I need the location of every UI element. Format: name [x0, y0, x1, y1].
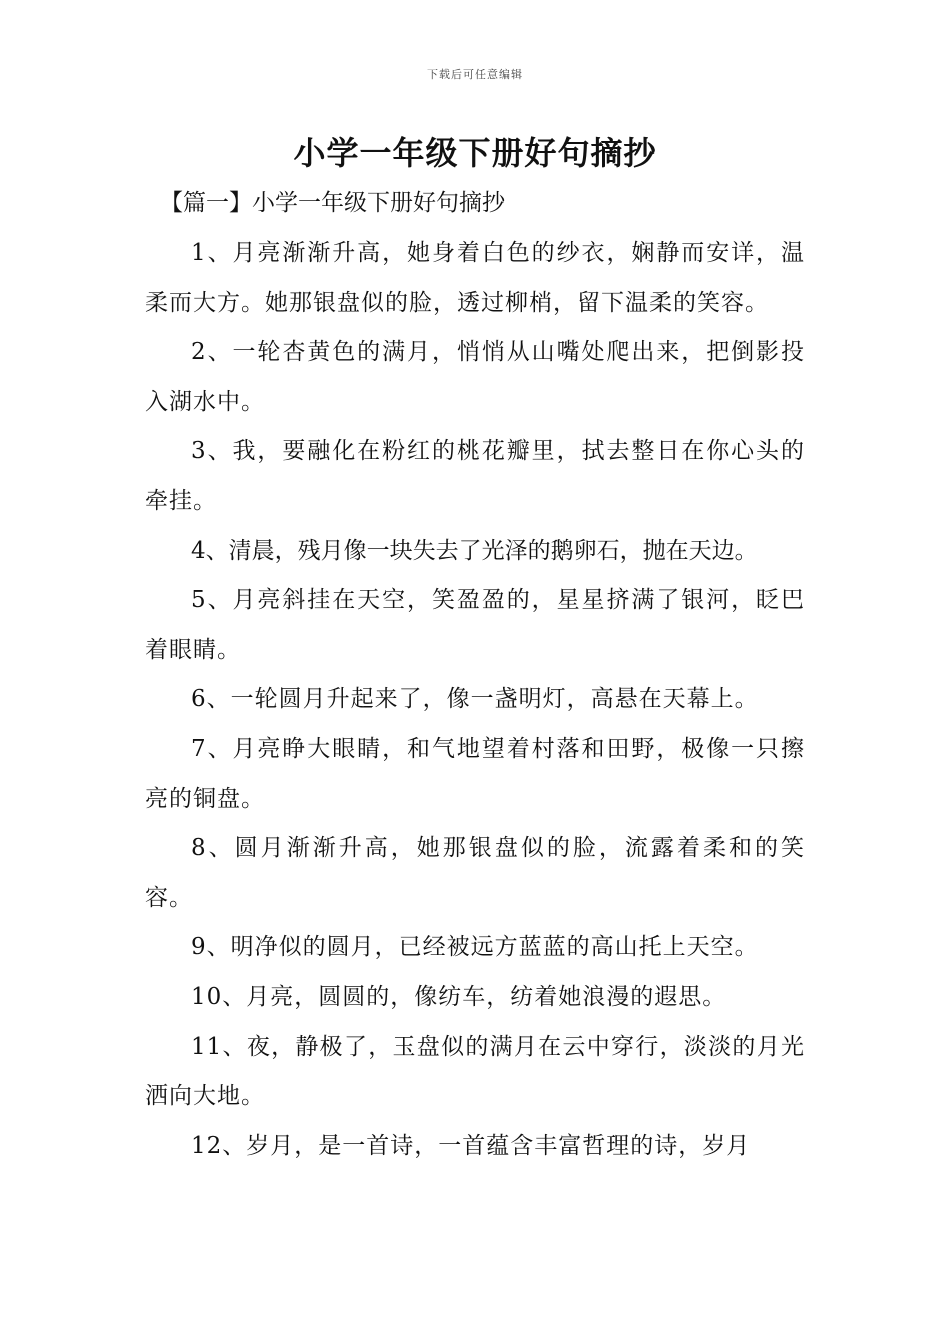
- document-body: [145, 229, 805, 1171]
- paragraph-11: 11、夜，静极了，玉盘似的满月在云中穿行，淡淡的月光洒向大地。: [145, 1033, 805, 1110]
- paragraph-7: 7、月亮睁大眼睛，和气地望着村落和田野，极像一只擦亮的铜盘。: [145, 735, 805, 812]
- paragraph-3: 3、我，要融化在粉红的桃花瓣里，拭去整日在你心头的牵挂。: [145, 438, 805, 514]
- paragraph-10: 10、月亮，圆圆的，像纺车，纺着她浪漫的遐思。: [191, 983, 727, 1010]
- header-note: 下载后可任意编辑: [427, 68, 523, 81]
- paragraph-4: 4、清晨，残月像一块失去了光泽的鹅卵石，抛在天边。: [191, 537, 758, 564]
- paragraph-9: 9、明净似的圆月，已经被远方蓝蓝的高山托上天空。: [191, 934, 759, 961]
- paragraph-1: 1、月亮渐渐升高，她身着白色的纱衣，娴静而安详，温柔而大方。她那银盘似的脸，透过柳梢，留下温柔的笑容。: [145, 240, 805, 316]
- section-heading: 【篇一】小学一年级下册好句摘抄: [160, 190, 505, 216]
- paragraph-2: 2、一轮杏黄色的满月，悄悄从山嘴处爬出来，把倒影投入湖水中。: [145, 339, 805, 415]
- paragraph-5: 5、月亮斜挂在天空，笑盈盈的，星星挤满了银河，眨巴着眼睛。: [145, 587, 805, 663]
- paragraph-12: 12、岁月，是一首诗，一首蕴含丰富哲理的诗，岁月: [191, 1132, 751, 1159]
- document-title: 小学一年级下册好句摘抄: [293, 134, 657, 172]
- paragraph-8: 8、圆月渐渐升高，她那银盘似的脸，流露着柔和的笑容。: [145, 835, 805, 911]
- paragraph-6: 6、一轮圆月升起来了，像一盏明灯，高悬在天幕上。: [191, 686, 759, 713]
